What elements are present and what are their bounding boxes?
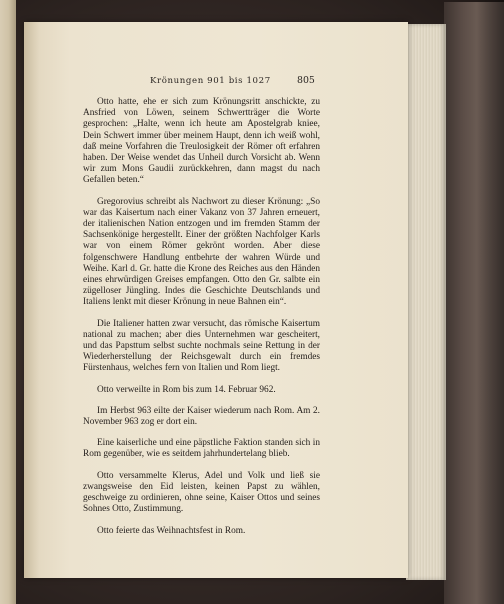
body-text <box>83 97 320 537</box>
page-number: 805 <box>297 75 315 86</box>
paragraph: Otto versammelte Klerus, Adel und Volk und ließ sie zwangsweise den Eid leisten, keinen Papst zu wählen, geschweige zu ordinieren, ohne seine, Kaiser Ottos und seines Sohnes Otto, Zustimmung. <box>83 470 320 515</box>
paragraph: Eine kaiserliche und eine päpstliche Faktion standen sich in Rom gegenüber, wie es seitdem jahrhundertelang blieb. <box>83 438 320 460</box>
paragraph: Gregorovius schreibt als Nachwort zu dieser Krönung: „So war das Kaisertum nach einer Vakanz von 37 Jahren erneuert, der italienischen Nation entzogen und im fremden Stamm der Sachsenkönige hergestellt. Einer der größten Nachfolger Karls war von einem Römer gekrönt worden. Aber diese folgenschwere Handlung entbehrte der wahren Würde und Weihe. Karl d. Gr. hatte die Krone des Reiches aus den Händen eines ehrwürdigen Greises empfangen. Otto den Gr. salbte ein zügelloser Jüngling. Indes die Geschichte Deutschlands und Italiens lenkt mit dieser Krönung in neue Bahnen ein“. <box>83 196 320 308</box>
paragraph: Die Italiener hatten zwar versucht, das römische Kaisertum national zu machen; aber dies Unternehmen war gescheitert, und das Papsttum selbst suchte nochmals seine Rettung in der Wiederherstellung der Reichsgewalt durch ein fremdes Fürstenhaus, welches fern von Italien und Rom liegt. <box>83 318 320 374</box>
running-head: Krönungen 901 bis 1027 <box>150 76 271 86</box>
facing-page-edge <box>0 0 16 604</box>
page-edges <box>406 24 446 580</box>
paragraph: Otto hatte, ehe er sich zum Krönungsritt anschickte, zu Ansfried von Löwen, seinem Schwertträger die Worte gesprochen: „Halte, wenn ich heute am Apostelgrab kniee, Dein Schwert immer über meinem Haupt, denn ich weiß wohl, daß meine Vorfahren die Treulosigkeit der Römer oft erfahren haben. Der Weise wendet das Unheil durch Vorsicht ab. Wenn wir zum Mons Gaudii zurückkehren, dann magst du nach Gefallen beten.“ <box>83 97 320 186</box>
paragraph: Otto feierte das Weihnachtsfest in Rom. <box>97 525 246 536</box>
cover-shadow <box>476 0 504 604</box>
paragraph: Im Herbst 963 eilte der Kaiser wiederum nach Rom. Am 2. November 963 zog er dort ein. <box>83 405 320 428</box>
paragraph: Otto verweilte in Rom bis zum 14. Februar 962. <box>97 384 276 395</box>
